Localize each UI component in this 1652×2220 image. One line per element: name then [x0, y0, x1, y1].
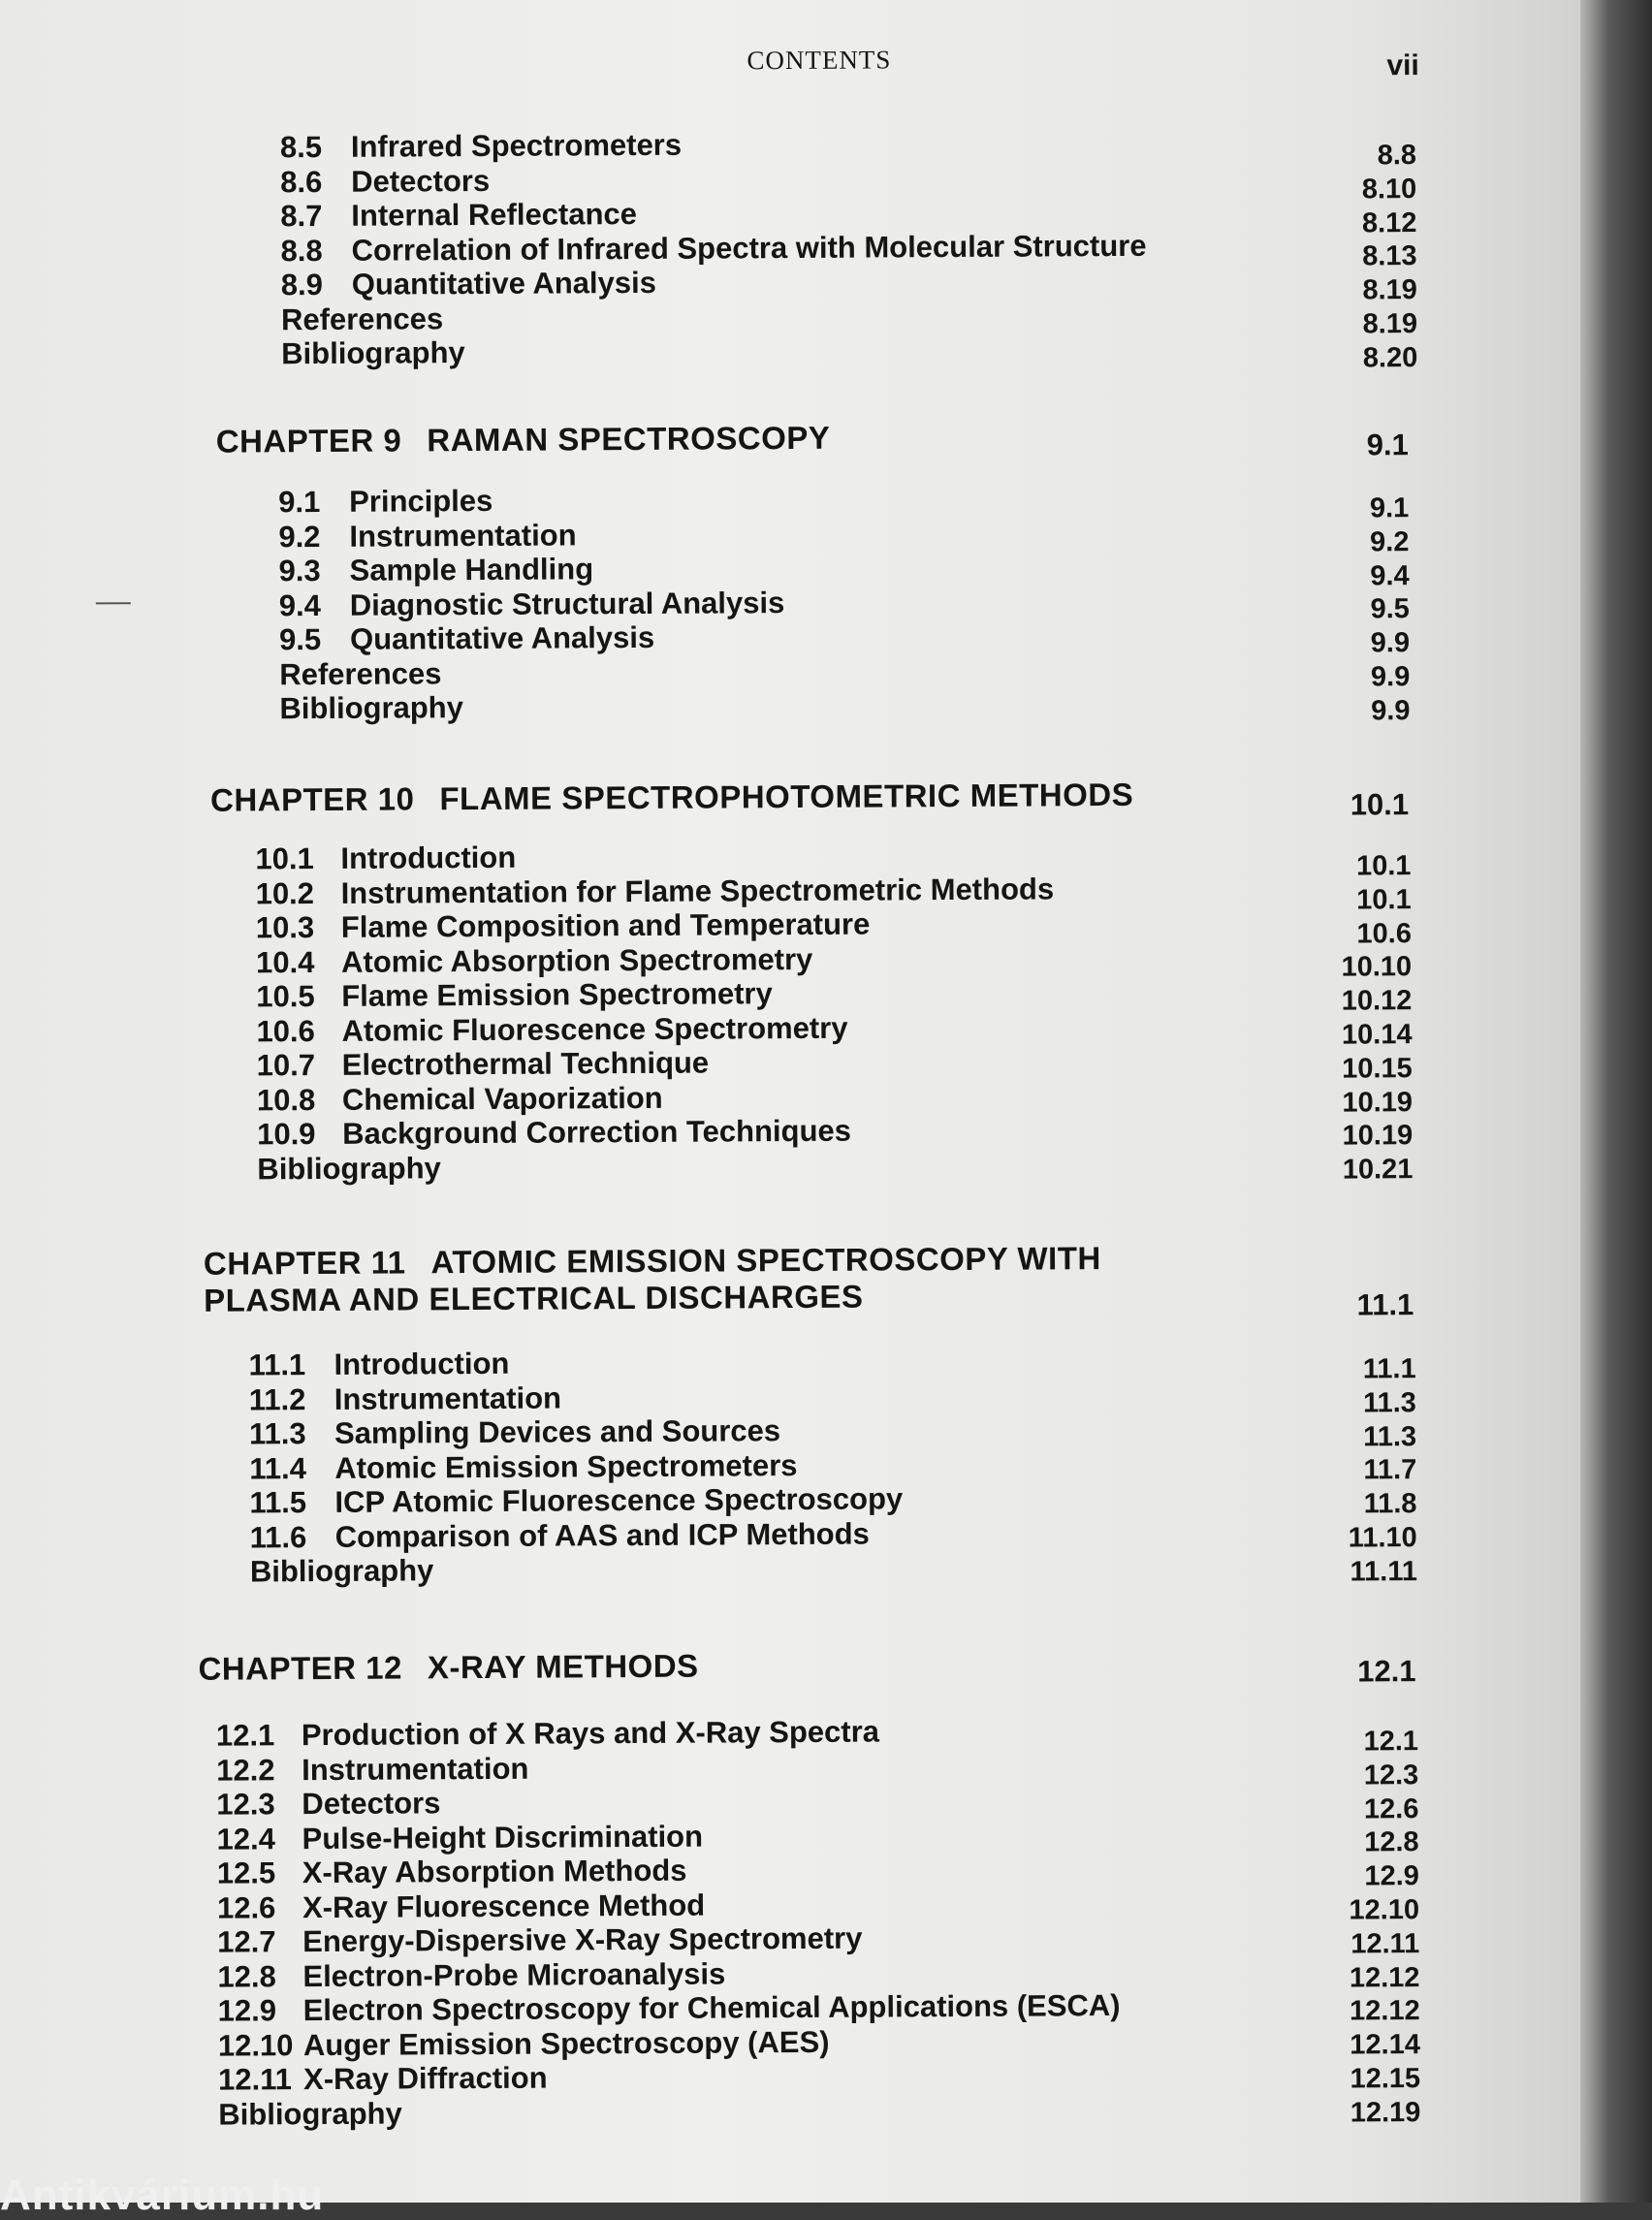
page-reference: 9.1 — [1369, 492, 1410, 524]
section-number: 10.1 — [255, 841, 314, 876]
page-reference: 11.1 — [1362, 1353, 1416, 1385]
section-title: References — [279, 655, 442, 691]
section-number: 12.10 — [217, 2027, 294, 2063]
section-number: 12.9 — [217, 1993, 277, 2028]
page-reference: 8.19 — [1362, 274, 1417, 306]
chapter-9-entries — [278, 482, 785, 726]
toc-entry — [249, 1481, 903, 1520]
section-number: 9.2 — [278, 519, 321, 554]
page-reference: 11.8 — [1363, 1488, 1417, 1520]
chapter-11-pages — [1310, 1352, 1417, 1589]
toc-entry — [278, 551, 784, 588]
section-title: Atomic Absorption Spectrometry — [340, 941, 813, 979]
chapter-page-number: 12.1 — [1357, 1654, 1416, 1689]
chapter-12-entries — [216, 1713, 1121, 2132]
chapter-title: FLAME SPECTROPHOTOMETRIC METHODS — [439, 776, 1134, 817]
page-reference: 10.1 — [1356, 883, 1412, 916]
section-title: Pulse-Height Discrimination — [302, 1819, 704, 1855]
toc-entry — [279, 619, 785, 657]
page-reference: 11.3 — [1362, 1386, 1416, 1419]
page-reference: 9.2 — [1370, 525, 1410, 558]
toc-entry — [256, 940, 1055, 980]
section-title: Bibliography — [281, 335, 465, 371]
page-reference: 8.8 — [1377, 140, 1417, 172]
chapter-8-continued-pages — [1310, 139, 1417, 375]
chapter-page-number: 10.1 — [1350, 787, 1410, 822]
section-number: 12.7 — [217, 1924, 276, 1959]
chapter-title: X-RAY METHODS — [427, 1647, 699, 1686]
page-reference: 10.1 — [1355, 850, 1412, 882]
page-reference: 12.15 — [1350, 2063, 1421, 2095]
section-title: Bibliography — [257, 1150, 441, 1186]
section-title: Chemical Vaporization — [341, 1080, 663, 1117]
chapter-label: CHAPTER 11 — [203, 1244, 406, 1282]
section-number: 9.1 — [278, 484, 321, 520]
page-reference: 10.14 — [1341, 1019, 1413, 1051]
chapter-title-line-1: ATOMIC EMISSION SPECTROSCOPY WITH — [430, 1240, 1101, 1281]
section-title: Correlation of Infrared Spectra with Molecular Structure — [351, 228, 1147, 268]
section-number: 11.6 — [249, 1519, 307, 1554]
section-number: 8.5 — [279, 129, 323, 165]
toc-entry — [255, 837, 1054, 876]
section-title: Bibliography — [279, 690, 464, 726]
page-reference: 12.9 — [1364, 1860, 1419, 1892]
chapter-11-page — [1307, 1288, 1414, 1322]
chapter-10-heading — [210, 777, 1133, 819]
watermark: Antikvárium.hu — [0, 2172, 325, 2219]
toc-entry — [216, 1816, 1119, 1855]
page-reference: 12.10 — [1349, 1894, 1420, 1926]
section-number: 9.5 — [278, 621, 322, 657]
chapter-12-heading — [198, 1648, 698, 1688]
chapter-8-continued-entries — [280, 125, 1147, 371]
section-number: 10.2 — [255, 875, 315, 910]
section-title: Bibliography — [249, 1553, 434, 1589]
chapter-label: CHAPTER 10 — [209, 780, 415, 818]
chapter-title: RAMAN SPECTROSCOPY — [427, 419, 831, 459]
section-number: 11.5 — [249, 1485, 307, 1520]
page-reference: 12.12 — [1349, 1961, 1420, 1994]
toc-entry — [278, 517, 784, 555]
chapter-11-heading — [204, 1240, 1101, 1319]
page-reference: 12.1 — [1363, 1726, 1419, 1758]
section-title: Quantitative Analysis — [351, 265, 657, 301]
section-number: 8.8 — [280, 233, 323, 268]
page-reference: 9.5 — [1370, 593, 1410, 625]
chapter-10-pages — [1304, 849, 1413, 1188]
section-title: Energy-Dispersive X-Ray Spectrometry — [302, 1920, 863, 1959]
section-number: 8.6 — [280, 164, 323, 199]
toc-entry — [280, 125, 1146, 165]
toc-entry — [280, 159, 1146, 199]
toc-entry — [249, 1379, 903, 1417]
section-title: Introduction — [340, 840, 517, 875]
section-number: 12.6 — [216, 1889, 276, 1925]
page-reference: 11.10 — [1348, 1522, 1417, 1554]
section-number: 12.8 — [217, 1958, 276, 1994]
page-reference: 8.12 — [1361, 206, 1417, 239]
chapter-title-line-2: PLASMA AND ELECTRICAL DISCHARGES — [204, 1278, 864, 1318]
toc-entry — [248, 1344, 902, 1382]
section-title: X-Ray Fluorescence Method — [302, 1887, 706, 1924]
chapter-page-number: 9.1 — [1366, 428, 1409, 462]
chapter-10-entries — [255, 837, 1056, 1186]
section-title: X-Ray Diffraction — [302, 2060, 548, 2097]
toc-entry — [217, 1919, 1120, 1959]
section-title: Sample Handling — [349, 552, 594, 587]
chapter-10-page — [1302, 788, 1409, 822]
page-number: vii — [1386, 49, 1419, 82]
chapter-12-pages — [1312, 1725, 1421, 2130]
page-reference: 10.10 — [1341, 951, 1413, 983]
section-title: Instrumentation for Flame Spectrometric Methods — [340, 871, 1055, 910]
section-title: Electrothermal Technique — [341, 1045, 710, 1082]
section-number: 10.9 — [257, 1117, 316, 1152]
section-number: 10.8 — [256, 1082, 316, 1117]
section-title: Detectors — [302, 1786, 441, 1822]
toc-entry — [216, 1747, 1119, 1787]
page-reference: 10.6 — [1356, 917, 1413, 950]
toc-entry — [279, 586, 785, 623]
chapter-12-page — [1309, 1655, 1415, 1689]
page-reference: 12.3 — [1363, 1759, 1419, 1792]
page-reference: 8.20 — [1362, 341, 1418, 374]
section-number: 10.4 — [255, 944, 315, 979]
section-number: 10.6 — [256, 1013, 315, 1048]
section-number: 12.1 — [215, 1718, 275, 1753]
page-reference: 12.12 — [1350, 1995, 1420, 2027]
section-title: Quantitative Analysis — [349, 619, 655, 656]
section-number: 11.3 — [248, 1416, 306, 1451]
section-title: Electron Spectroscopy for Chemical Applications (ESCA) — [302, 1987, 1121, 2028]
toc-entry — [217, 1885, 1120, 1924]
toc-entry — [250, 1550, 904, 1589]
section-title: Introduction — [334, 1346, 510, 1381]
running-head: CONTENTS — [747, 45, 892, 76]
toc-entry — [256, 1009, 1055, 1049]
section-number: 10.3 — [255, 910, 315, 945]
chapter-page-number: 11.1 — [1356, 1287, 1414, 1322]
section-title: Bibliography — [218, 2096, 402, 2132]
chapter-11-entries — [248, 1344, 903, 1589]
page-reference: 9.9 — [1371, 694, 1411, 727]
section-title: Comparison of AAS and ICP Methods — [334, 1516, 870, 1554]
toc-entry — [250, 1516, 904, 1555]
page-reference: 12.8 — [1364, 1826, 1419, 1858]
section-number: 12.11 — [218, 2062, 293, 2097]
section-title: Flame Emission Spectrometry — [341, 976, 773, 1013]
section-title: Instrumentation — [349, 517, 577, 554]
toc-entry — [279, 654, 785, 692]
section-title: Infrared Spectrometers — [350, 127, 683, 164]
section-title: Diagnostic Structural Analysis — [349, 585, 785, 622]
section-number: 9.4 — [278, 587, 322, 622]
page-reference: 12.11 — [1350, 1927, 1420, 1960]
toc-entry — [218, 2057, 1121, 2097]
section-number: 8.7 — [280, 198, 323, 234]
toc-entry — [280, 228, 1146, 268]
page-reference: 11.7 — [1363, 1454, 1417, 1486]
section-number: 11.1 — [248, 1348, 306, 1382]
toc-entry — [281, 263, 1147, 302]
section-title: Internal Reflectance — [351, 196, 638, 233]
section-number: 12.3 — [216, 1787, 275, 1822]
section-title: Atomic Emission Spectrometers — [334, 1447, 798, 1485]
toc-entry — [217, 1851, 1120, 1890]
toc-entry — [218, 2022, 1121, 2062]
page-reference: 12.6 — [1363, 1792, 1419, 1825]
page-reference: 11.11 — [1350, 1555, 1418, 1588]
toc-entry — [216, 1782, 1119, 1822]
page-reference: 10.15 — [1342, 1052, 1413, 1085]
toc-entry — [279, 688, 785, 726]
page-reference: 10.21 — [1342, 1154, 1414, 1186]
toc-entry — [256, 872, 1055, 911]
section-number: 12.2 — [216, 1752, 275, 1788]
section-title: Atomic Fluorescence Spectrometry — [341, 1010, 848, 1048]
section-title: Detectors — [351, 163, 491, 199]
page-reference: 11.3 — [1363, 1420, 1417, 1453]
toc-entry — [256, 905, 1055, 945]
page-reference: 12.14 — [1350, 2029, 1421, 2061]
toc-entry — [249, 1447, 903, 1486]
section-title: Electron-Probe Microanalysis — [302, 1955, 726, 1993]
section-number: 11.2 — [248, 1381, 306, 1416]
section-number: 11.4 — [249, 1450, 306, 1485]
chapter-label: CHAPTER 9 — [215, 422, 402, 460]
page-reference: 8.13 — [1362, 240, 1417, 272]
toc-entry — [280, 194, 1146, 234]
toc-entry — [257, 1078, 1056, 1118]
section-title: Flame Composition and Temperature — [340, 906, 871, 944]
page-reference: 9.4 — [1370, 559, 1410, 591]
section-number: 10.5 — [256, 979, 315, 1014]
chapter-9-heading — [216, 420, 831, 460]
section-number: 12.5 — [216, 1855, 276, 1890]
page-reference: 9.9 — [1370, 627, 1411, 659]
section-title: ICP Atomic Fluorescence Spectroscopy — [334, 1481, 904, 1519]
page-reference: 12.19 — [1350, 2096, 1421, 2129]
section-title: X-Ray Absorption Methods — [302, 1853, 687, 1890]
section-title: References — [280, 301, 444, 336]
toc-entry — [281, 332, 1147, 371]
section-number: 10.7 — [256, 1048, 316, 1083]
margin-mark — [96, 602, 131, 604]
toc-entry — [257, 1043, 1056, 1083]
section-title: Instrumentation — [302, 1751, 529, 1787]
toc-entry — [281, 297, 1147, 336]
section-title: Principles — [349, 483, 493, 519]
section-title: Background Correction Techniques — [342, 1113, 852, 1151]
toc-entry — [278, 482, 784, 520]
toc-entry — [257, 1112, 1056, 1152]
section-title: Sampling Devices and Sources — [334, 1413, 781, 1450]
section-title: Production of X Rays and X-Ray Spectra — [301, 1714, 880, 1753]
section-number: 12.4 — [216, 1821, 276, 1856]
page-reference: 8.19 — [1362, 308, 1418, 340]
page-reference: 10.12 — [1341, 985, 1413, 1017]
toc-entry — [218, 2091, 1121, 2131]
toc-entry — [257, 1147, 1056, 1187]
section-number: 9.3 — [278, 553, 321, 588]
toc-entry — [217, 1953, 1120, 1993]
toc-entry — [216, 1713, 1119, 1753]
section-title: Auger Emission Spectroscopy (AES) — [302, 2024, 830, 2062]
page-reference: 10.19 — [1342, 1086, 1414, 1119]
toc-entry — [218, 1988, 1121, 2028]
page-reference: 9.9 — [1370, 661, 1411, 693]
section-title: Instrumentation — [334, 1380, 562, 1416]
chapter-label: CHAPTER 12 — [198, 1649, 403, 1687]
toc-entry — [256, 974, 1055, 1014]
chapter-9-page — [1302, 428, 1409, 462]
page-reference: 10.19 — [1342, 1120, 1414, 1152]
section-number: 8.9 — [280, 267, 324, 302]
page-reference: 8.10 — [1361, 173, 1417, 206]
chapter-9-pages — [1302, 492, 1410, 728]
toc-entry — [249, 1412, 903, 1451]
